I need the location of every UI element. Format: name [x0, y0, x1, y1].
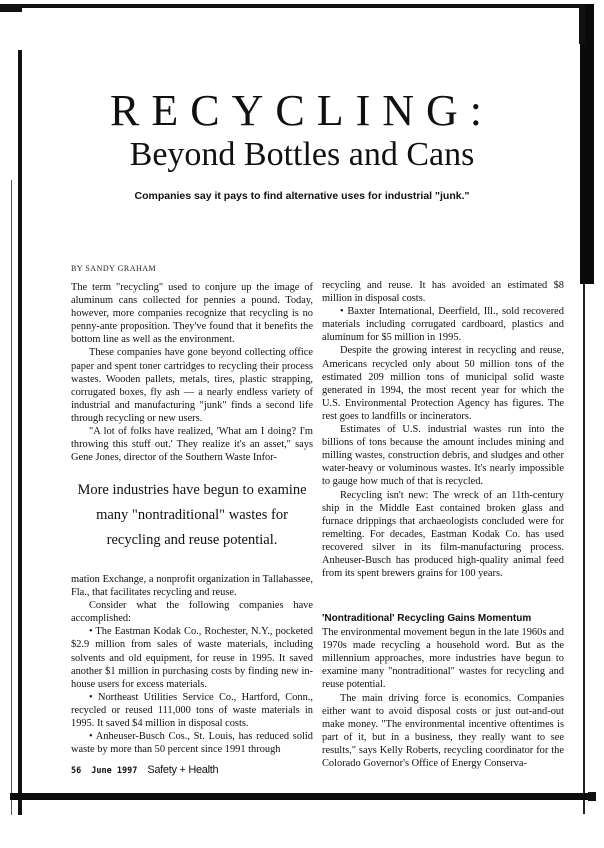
- pull-quote-line: recycling and reuse potential.: [106, 532, 278, 548]
- page-number: 56: [71, 766, 82, 776]
- right-column-top: [322, 279, 564, 580]
- paragraph: mation Exchange, a nonprofit organization in Tallahassee, Fla., that facilitates recycling and reuse.: [71, 574, 313, 599]
- bullet-item: • Northeast Utilities Service Co., Hartford, Conn., recycled or reused 111,000 tons of waste materials in 1995. It saved $4 million in disposal costs.: [71, 691, 313, 730]
- page-footer: [71, 764, 218, 776]
- left-column-bottom: [71, 573, 313, 756]
- paragraph: Consider what the following companies have accomplished:: [71, 600, 313, 625]
- right-column-section: [322, 612, 564, 770]
- scan-border-bottom: [10, 793, 592, 800]
- pull-quote-line: More industries have begun to examine: [77, 482, 307, 498]
- paragraph: Recycling isn't new: The wreck of an 11th-century ship in the Middle East contained broken glass and furnace drippings that archaeologists concluded were for remelting. For decades, Eastman Kodak Co. has used recovered silver in its film-manufacturing process. Anheuser-Busch has produced high-quality animal feed from its spent brewers grains for 100 years.: [322, 489, 564, 580]
- paragraph: Estimates of U.S. industrial wastes run into the billions of tons because the amount includes mining and milling wastes, construction debris, and sludges and other water-heavy or voluminous wastes. It's nearly impossible to gauge how much of that is recycled.: [322, 424, 564, 488]
- magazine-name: Safety + Health: [147, 764, 219, 776]
- scan-border-right-line: [583, 284, 585, 814]
- article-title: RECYCLING:: [110, 86, 494, 135]
- paragraph: "A lot of folks have realized, 'What am I doing? I'm throwing this stuff out.' They realize it's an asset," says Gene Jones, director of the Southern Waste Infor-: [71, 426, 313, 464]
- section-subhead: 'Nontraditional' Recycling Gains Momentum: [322, 613, 532, 624]
- paragraph: The environmental movement begun in the late 1960s and 1970s made recycling a household word. But as the millennium approaches, more industries have begun to examine many "nontraditional" wastes for recycling and reuse potential.: [322, 627, 564, 691]
- scan-border-corner-bottom: [588, 792, 596, 801]
- paragraph: recycling and reuse. It has avoided an estimated $8 million in disposal costs.: [322, 280, 564, 305]
- article-deck: Companies say it pays to find alternative uses for industrial "junk.": [134, 190, 470, 202]
- pull-quote: [65, 478, 319, 553]
- scan-border-left-line: [11, 180, 12, 815]
- byline: BY SANDY GRAHAM: [71, 264, 157, 273]
- paragraph: These companies have gone beyond collecting office paper and spent toner cartridges to recycling their process wastes. Wooden pallets, metals, tires, plastic strapping, corrugated boxes, fly ash — a nearly endless variety of industrial and manufacturing "junk" finds a second life through recycling or new users.: [71, 347, 313, 424]
- scan-border-right-edge: [579, 4, 585, 44]
- paragraph: Despite the growing interest in recycling and reuse, Americans recycled only about 50 million tons of the estimated 209 million tons of municipal solid waste generated in 1994, the most recent year for which the U.S. Environmental Protection Agency has figures. The rest goes to landfills or incinerators.: [322, 345, 564, 422]
- left-column-top: [71, 281, 313, 464]
- bullet-item: • Anheuser-Busch Cos., St. Louis, has reduced solid waste by more than 50 percent since 1991 through: [71, 731, 313, 756]
- paragraph: The main driving force is economics. Companies either want to avoid disposal costs or just out-and-out make money. "The environmental incentive oftentimes is part of it, but in a business, they really want to see results," says Kelly Roberts, recycling coordinator for the Colorado Governor's Office of Energy Conserva-: [322, 692, 564, 770]
- scan-border-top: [0, 4, 594, 8]
- pull-quote-line: many "nontraditional" wastes for: [96, 507, 288, 523]
- bullet-item: • The Eastman Kodak Co., Rochester, N.Y., pocketed $2.9 million from sales of waste materials, including solvents and old equipment, for reuse in 1995. It saved another $1 million in purchasing costs by finding new in-house users for excess materials.: [71, 626, 313, 690]
- scan-border-corner: [0, 4, 22, 12]
- issue-date: June 1997: [91, 766, 138, 776]
- paragraph: The term "recycling" used to conjure up the image of aluminum cans collected for pennies a pound. Today, however, more companies recognize that recycling is no penny-ante proposition. They've found that it benefits the bottom line as well as the environment.: [71, 282, 313, 346]
- bullet-item: • Baxter International, Deerfield, Ill., sold recovered materials including corrugated cardboard, plastics and aluminum for $5 million in 1995.: [322, 306, 564, 344]
- article-subtitle: Beyond Bottles and Cans: [129, 136, 475, 173]
